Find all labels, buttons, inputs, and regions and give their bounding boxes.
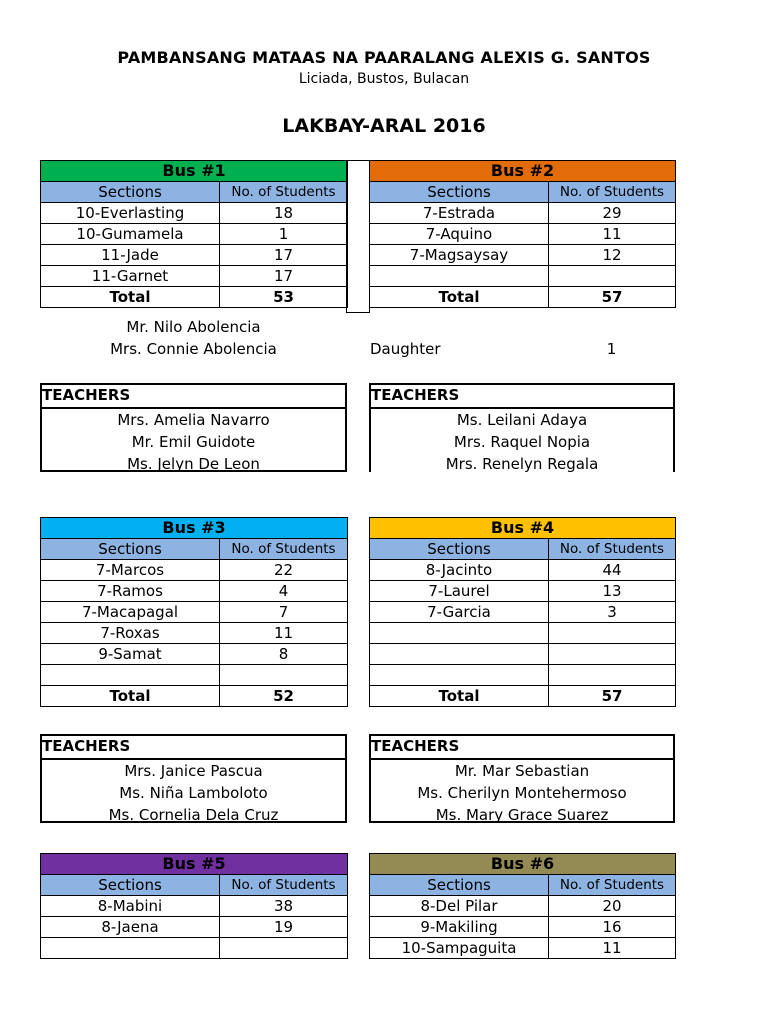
section-cell: 7-Garcia <box>370 602 549 623</box>
table-row <box>41 266 348 287</box>
students-header: No. of Students <box>220 875 348 896</box>
total-label: Total <box>370 686 549 707</box>
bus-1-teachers <box>40 383 347 472</box>
total-row <box>41 287 348 308</box>
table-row <box>41 203 348 224</box>
bus-6-title: Bus #6 <box>370 854 676 875</box>
total-label: Total <box>370 287 549 308</box>
school-address: Liciada, Bustos, Bulacan <box>298 71 470 87</box>
sections-header: Sections <box>370 875 549 896</box>
bus-3-title: Bus #3 <box>41 518 348 539</box>
section-cell: 8-Jaena <box>41 917 220 938</box>
total-row <box>370 287 676 308</box>
companion-name: Mrs. Connie Abolencia <box>110 340 277 358</box>
teacher-name: Ms. Mary Grace Suarez <box>435 806 609 824</box>
table-row <box>370 203 676 224</box>
section-cell: 8-Del Pilar <box>370 896 549 917</box>
column-spacer <box>346 160 370 313</box>
students-cell: 11 <box>549 938 676 959</box>
students-cell: 22 <box>220 560 348 581</box>
teachers-heading: TEACHERS <box>40 736 347 760</box>
section-cell: 7-Laurel <box>370 581 549 602</box>
table-row <box>370 896 676 917</box>
section-cell: 10-Sampaguita <box>370 938 549 959</box>
section-cell <box>370 623 549 644</box>
teacher-name: Mrs. Renelyn Regala <box>445 455 599 473</box>
event-title: LAKBAY-ARAL 2016 <box>282 115 486 137</box>
students-cell: 8 <box>220 644 348 665</box>
bus-2-table <box>369 160 676 308</box>
bus-1-title: Bus #1 <box>41 161 348 182</box>
students-cell <box>549 644 676 665</box>
bus-2-teachers <box>369 383 675 472</box>
companion-name: Mr. Nilo Abolencia <box>126 318 261 336</box>
teacher-name: Mrs. Janice Pascua <box>124 762 263 780</box>
students-cell: 11 <box>220 623 348 644</box>
total-value: 52 <box>220 686 348 707</box>
table-row <box>370 581 676 602</box>
teacher-name: Ms. Cornelia Dela Cruz <box>108 806 279 824</box>
bus-4-teachers <box>369 734 675 823</box>
sections-header: Sections <box>370 539 549 560</box>
students-cell: 3 <box>549 602 676 623</box>
teacher-name: Ms. Niña Lamboloto <box>119 784 268 802</box>
table-row <box>41 602 348 623</box>
total-value: 57 <box>549 287 676 308</box>
table-row <box>41 665 348 686</box>
section-cell: 7-Magsaysay <box>370 245 549 266</box>
students-cell <box>549 266 676 287</box>
section-cell <box>41 938 220 959</box>
students-cell: 1 <box>220 224 348 245</box>
section-cell: 10-Gumamela <box>41 224 220 245</box>
students-cell: 11 <box>549 224 676 245</box>
bus-5-title: Bus #5 <box>41 854 348 875</box>
section-cell: 7-Ramos <box>41 581 220 602</box>
bus-4-table <box>369 517 676 707</box>
section-cell <box>370 266 549 287</box>
table-row <box>370 224 676 245</box>
students-cell: 20 <box>549 896 676 917</box>
table-row <box>41 938 348 959</box>
total-value: 57 <box>549 686 676 707</box>
total-row <box>41 686 348 707</box>
bus-3-table <box>40 517 348 707</box>
table-row <box>370 266 676 287</box>
section-cell: 7-Estrada <box>370 203 549 224</box>
students-cell <box>220 938 348 959</box>
companion-count: 1 <box>606 340 617 358</box>
table-row <box>41 581 348 602</box>
students-cell: 7 <box>220 602 348 623</box>
students-cell <box>549 623 676 644</box>
table-row <box>370 560 676 581</box>
section-cell: 7-Marcos <box>41 560 220 581</box>
sections-header: Sections <box>41 875 220 896</box>
bus-6-table <box>369 853 676 959</box>
table-row <box>370 644 676 665</box>
students-cell <box>549 665 676 686</box>
table-row <box>370 938 676 959</box>
teachers-heading: TEACHERS <box>40 385 347 409</box>
students-cell: 17 <box>220 245 348 266</box>
bus-5-table <box>40 853 348 959</box>
students-header: No. of Students <box>549 182 676 203</box>
section-cell: 8-Jacinto <box>370 560 549 581</box>
table-row <box>370 917 676 938</box>
table-row <box>41 245 348 266</box>
section-cell <box>41 665 220 686</box>
teacher-name: Ms. Jelyn De Leon <box>127 455 260 473</box>
section-cell <box>370 665 549 686</box>
table-row <box>41 896 348 917</box>
teachers-heading: TEACHERS <box>369 736 675 760</box>
table-row <box>41 560 348 581</box>
table-row <box>370 245 676 266</box>
section-cell: 9-Makiling <box>370 917 549 938</box>
bus-4-title: Bus #4 <box>370 518 676 539</box>
table-row <box>370 602 676 623</box>
teacher-name: Mrs. Amelia Navarro <box>117 411 270 429</box>
students-header: No. of Students <box>549 539 676 560</box>
students-cell: 16 <box>549 917 676 938</box>
students-cell: 44 <box>549 560 676 581</box>
teachers-heading: TEACHERS <box>369 385 675 409</box>
teacher-name: Mr. Mar Sebastian <box>454 762 590 780</box>
school-name: PAMBANSANG MATAAS NA PAARALANG ALEXIS G. SANTOS <box>117 48 651 67</box>
total-label: Total <box>41 686 220 707</box>
bus-2-title: Bus #2 <box>370 161 676 182</box>
table-row <box>41 917 348 938</box>
section-cell: 11-Jade <box>41 245 220 266</box>
table-row <box>41 644 348 665</box>
section-cell: 9-Samat <box>41 644 220 665</box>
bus-1-table <box>40 160 348 308</box>
students-cell: 29 <box>549 203 676 224</box>
section-cell: 7-Macapagal <box>41 602 220 623</box>
students-cell: 38 <box>220 896 348 917</box>
teacher-name: Ms. Leilani Adaya <box>456 411 588 429</box>
students-cell: 17 <box>220 266 348 287</box>
teacher-name: Mrs. Raquel Nopia <box>453 433 591 451</box>
sections-header: Sections <box>41 539 220 560</box>
sections-header: Sections <box>41 182 220 203</box>
students-cell <box>220 665 348 686</box>
section-cell <box>370 644 549 665</box>
students-cell: 19 <box>220 917 348 938</box>
students-header: No. of Students <box>220 182 348 203</box>
total-label: Total <box>41 287 220 308</box>
section-cell: 11-Garnet <box>41 266 220 287</box>
total-value: 53 <box>220 287 348 308</box>
students-cell: 18 <box>220 203 348 224</box>
table-row <box>41 224 348 245</box>
section-cell: 10-Everlasting <box>41 203 220 224</box>
total-row <box>370 686 676 707</box>
teacher-name: Ms. Cherilyn Montehermoso <box>417 784 627 802</box>
students-header: No. of Students <box>549 875 676 896</box>
table-row <box>41 623 348 644</box>
bus-3-teachers <box>40 734 347 823</box>
companion-label: Daughter <box>370 340 441 358</box>
section-cell: 8-Mabini <box>41 896 220 917</box>
students-cell: 12 <box>549 245 676 266</box>
students-cell: 13 <box>549 581 676 602</box>
section-cell: 7-Roxas <box>41 623 220 644</box>
section-cell: 7-Aquino <box>370 224 549 245</box>
students-header: No. of Students <box>220 539 348 560</box>
table-row <box>370 623 676 644</box>
sections-header: Sections <box>370 182 549 203</box>
students-cell: 4 <box>220 581 348 602</box>
table-row <box>370 665 676 686</box>
teacher-name: Mr. Emil Guidote <box>131 433 256 451</box>
